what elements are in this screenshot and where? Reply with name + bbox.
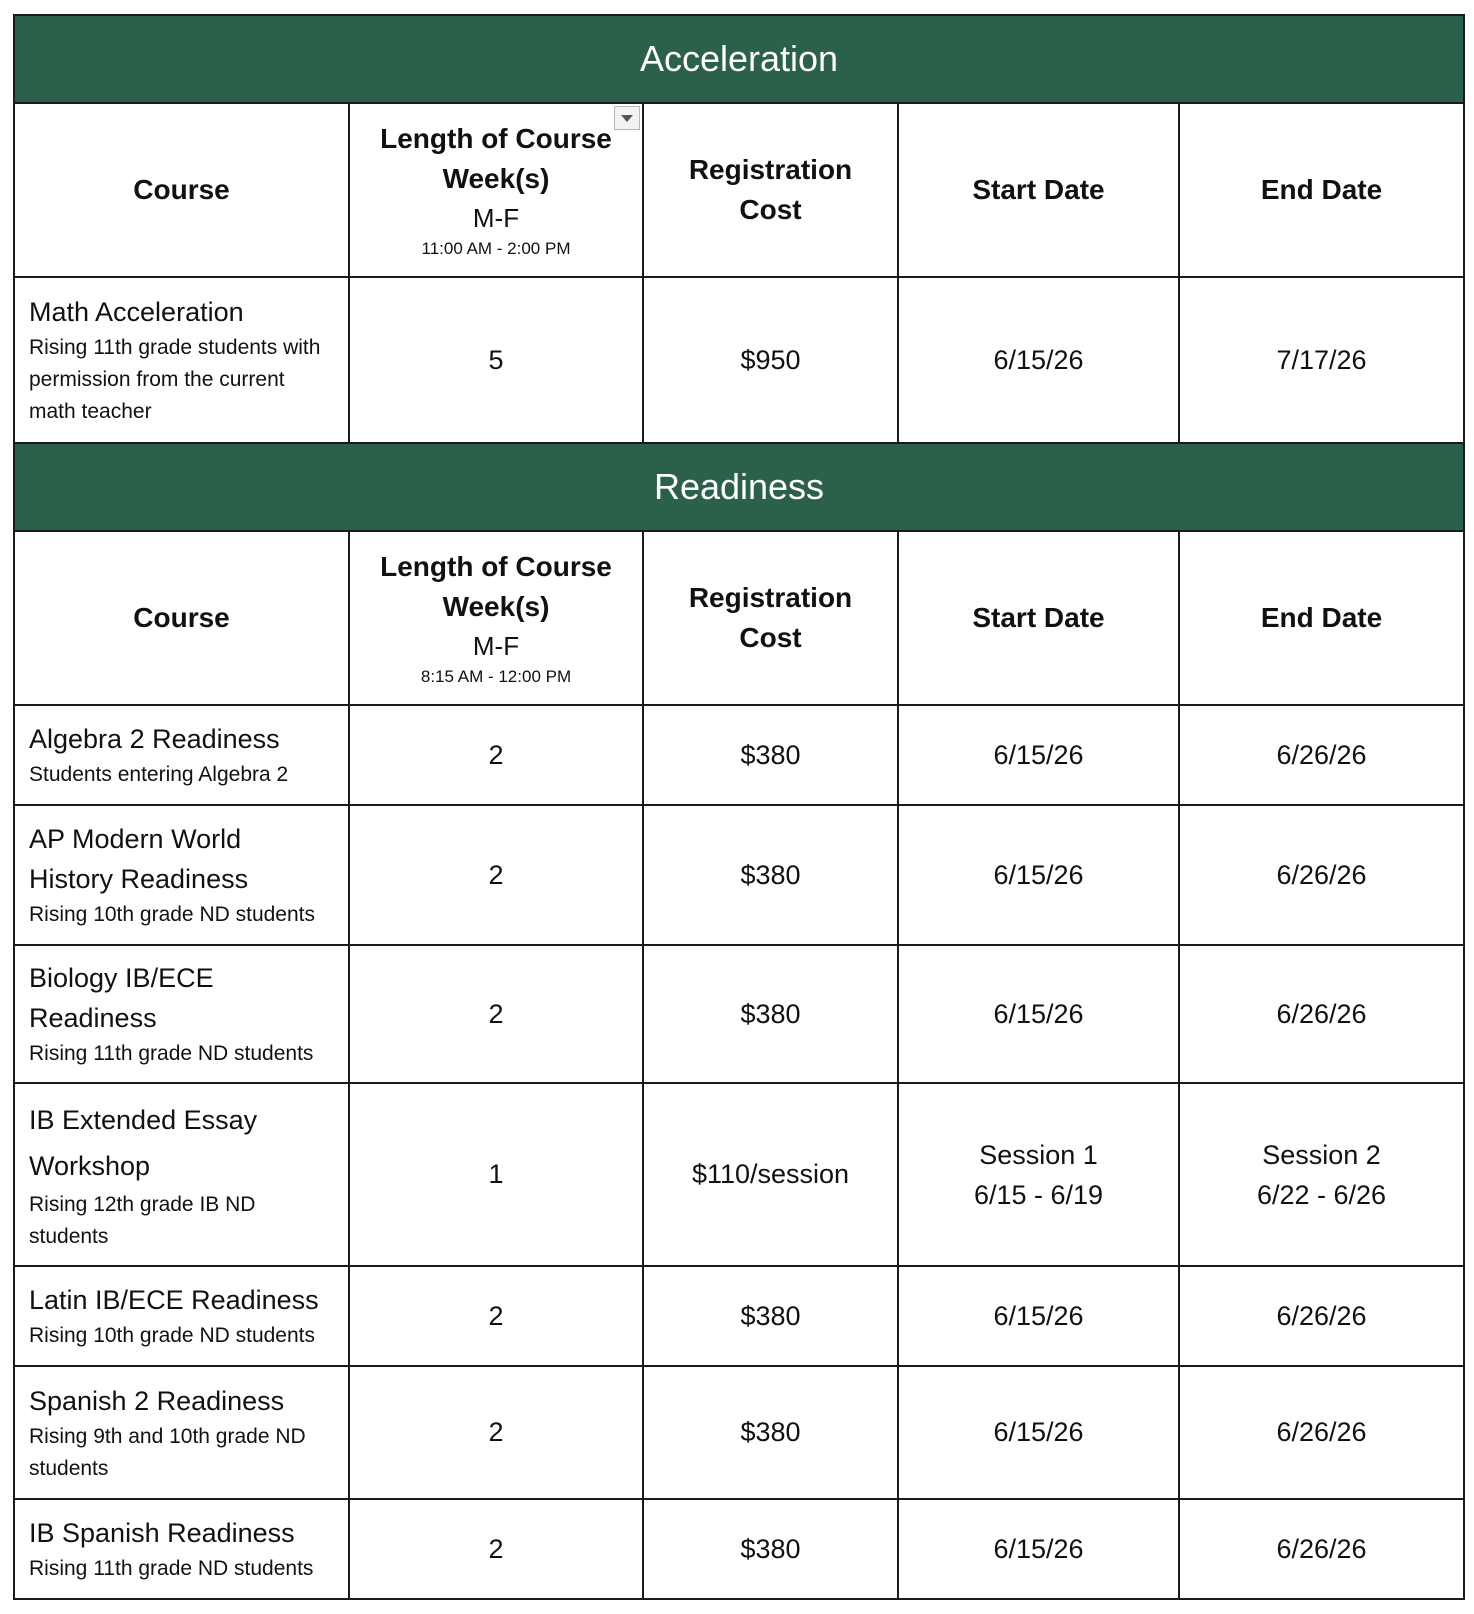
start-cell: 6/15/26 (898, 1366, 1179, 1499)
start-cell: 6/15/26 (898, 945, 1179, 1083)
course-name: AP Modern World History Readiness (29, 824, 249, 894)
acceleration-column-headers (14, 103, 1464, 277)
course-cell (14, 1366, 349, 1499)
header-end: End Date (1179, 103, 1464, 277)
weeks-cell: 2 (349, 1266, 643, 1366)
end-session-label: Session 2 (1262, 1139, 1381, 1170)
start-session-label: Session 1 (979, 1139, 1098, 1170)
start-cell: 6/15/26 (898, 1499, 1179, 1599)
header-cost-line1: Registration (688, 154, 853, 185)
course-name: Biology IB/ECE Readiness (29, 963, 214, 1033)
header-end: End Date (1179, 531, 1464, 705)
readiness-title: Readiness (14, 443, 1464, 531)
header-course: Course (14, 531, 349, 705)
readiness-column-headers (14, 531, 1464, 705)
weeks-cell: 2 (349, 705, 643, 805)
end-cell: 6/26/26 (1179, 805, 1464, 945)
course-name: IB Extended Essay Workshop (29, 1104, 258, 1181)
table-row (14, 945, 1464, 1083)
table-row (14, 1499, 1464, 1599)
header-days: M-F (472, 203, 520, 233)
course-cell (14, 805, 349, 945)
start-cell (898, 1083, 1179, 1266)
table-row (14, 805, 1464, 945)
weeks-cell: 2 (349, 1499, 643, 1599)
header-cost-line1: Registration (688, 582, 853, 613)
weeks-cell: 2 (349, 805, 643, 945)
cost-cell: $380 (643, 1499, 898, 1599)
course-desc: Rising 10th grade ND students (29, 1324, 315, 1347)
end-cell: 6/26/26 (1179, 1366, 1464, 1499)
header-length (349, 103, 643, 277)
end-cell: 6/26/26 (1179, 945, 1464, 1083)
schedule-table (13, 14, 1465, 1600)
course-desc: Rising 9th and 10th grade ND students (29, 1424, 306, 1480)
course-desc: Rising 10th grade ND students (29, 903, 315, 926)
header-cost-line2: Cost (739, 622, 802, 653)
course-cell (14, 277, 349, 443)
start-cell: 6/15/26 (898, 805, 1179, 945)
end-cell: 6/26/26 (1179, 705, 1464, 805)
end-cell: 7/17/26 (1179, 277, 1464, 443)
readiness-section-header (14, 443, 1464, 531)
header-length (349, 531, 643, 705)
weeks-cell: 5 (349, 277, 643, 443)
acceleration-title: Acceleration (14, 15, 1464, 103)
course-desc: Students entering Algebra 2 (29, 763, 289, 786)
header-length-line2: Week(s) (442, 591, 550, 622)
end-cell: 6/26/26 (1179, 1266, 1464, 1366)
course-name: Latin IB/ECE Readiness (29, 1285, 319, 1315)
course-desc: Rising 11th grade students with permission from the current math teacher (29, 336, 321, 423)
cost-cell: $380 (643, 945, 898, 1083)
start-cell: 6/15/26 (898, 705, 1179, 805)
course-name: IB Spanish Readiness (29, 1518, 295, 1548)
header-time: 11:00 AM - 2:00 PM (421, 239, 571, 258)
course-desc: Rising 12th grade IB ND students (29, 1192, 256, 1248)
table-row (14, 1083, 1464, 1266)
weeks-cell: 1 (349, 1083, 643, 1266)
dropdown-arrow-icon[interactable] (614, 106, 640, 130)
header-length-line1: Length of Course (380, 123, 612, 154)
header-days: M-F (472, 631, 520, 661)
course-name: Math Acceleration (29, 297, 244, 327)
header-cost-line2: Cost (739, 194, 802, 225)
weeks-cell: 2 (349, 945, 643, 1083)
table-row (14, 705, 1464, 805)
end-session-dates: 6/22 - 6/26 (1256, 1179, 1387, 1210)
course-desc: Rising 11th grade ND students (29, 1042, 314, 1065)
start-session-dates: 6/15 - 6/19 (973, 1179, 1104, 1210)
header-course: Course (14, 103, 349, 277)
cost-cell: $380 (643, 705, 898, 805)
header-cost (643, 531, 898, 705)
header-time: 8:15 AM - 12:00 PM (420, 667, 572, 686)
course-name: Algebra 2 Readiness (29, 724, 280, 754)
header-length-line1: Length of Course (380, 551, 612, 582)
header-cost (643, 103, 898, 277)
header-start: Start Date (898, 103, 1179, 277)
header-start: Start Date (898, 531, 1179, 705)
header-length-line2: Week(s) (442, 163, 550, 194)
cost-cell: $380 (643, 805, 898, 945)
course-cell (14, 1266, 349, 1366)
weeks-cell: 2 (349, 1366, 643, 1499)
cost-cell: $380 (643, 1266, 898, 1366)
table-row (14, 277, 1464, 443)
table-row (14, 1366, 1464, 1499)
course-cell (14, 945, 349, 1083)
cost-cell: $950 (643, 277, 898, 443)
cost-cell: $110/session (643, 1083, 898, 1266)
end-cell (1179, 1083, 1464, 1266)
course-cell (14, 1499, 349, 1599)
acceleration-section-header (14, 15, 1464, 103)
cost-cell: $380 (643, 1366, 898, 1499)
course-cell (14, 705, 349, 805)
course-desc: Rising 11th grade ND students (29, 1557, 314, 1580)
course-schedule (13, 14, 1463, 1600)
end-cell: 6/26/26 (1179, 1499, 1464, 1599)
course-cell (14, 1083, 349, 1266)
start-cell: 6/15/26 (898, 1266, 1179, 1366)
table-row (14, 1266, 1464, 1366)
course-name: Spanish 2 Readiness (29, 1385, 285, 1416)
start-cell: 6/15/26 (898, 277, 1179, 443)
